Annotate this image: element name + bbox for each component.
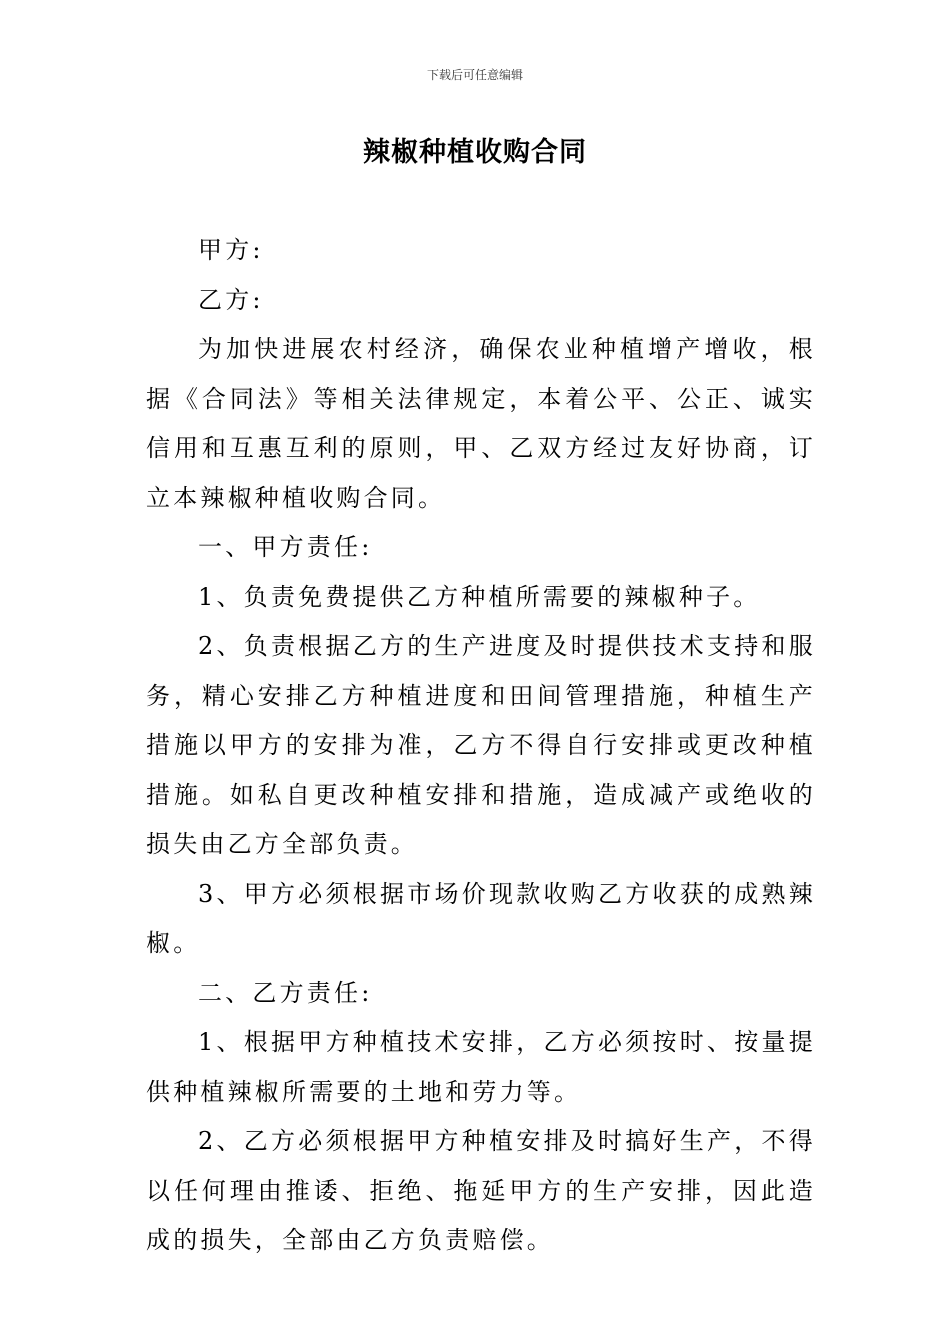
clause-b-1: 1、根据甲方种植技术安排，乙方必须按时、按量提供种植辣椒所需要的土地和劳力等。 (146, 1028, 816, 1106)
section-heading-party-a: 一、甲方责任: (198, 533, 373, 561)
party-b-line: 乙方: (198, 285, 264, 314)
clause-b-2: 2、乙方必须根据甲方种植安排及时搞好生产，不得以任何理由推诿、拒绝、拖延甲方的生产安排，因此造成的损失，全部由乙方负责赔偿。 (146, 1127, 816, 1254)
preamble-paragraph: 为加快进展农村经济，确保农业种植增产增收，根据《合同法》等相关法律规定，本着公平、公正、诚实信用和互惠互利的原则，甲、乙双方经过友好协商，订立本辣椒种植收购合同。 (146, 335, 816, 512)
document-body (146, 226, 816, 1266)
document-title: 辣椒种植收购合同 (363, 137, 587, 168)
section-heading-party-b: 二、乙方责任: (198, 978, 373, 1007)
party-a-line: 甲方: (198, 236, 264, 264)
clause-a-3: 3、甲方必须根据市场价现款收购乙方收获的成熟辣椒。 (146, 879, 816, 957)
clause-a-1: 1、负责免费提供乙方种植所需要的辣椒种子。 (198, 582, 761, 611)
header-note: 下载后可任意编辑 (426, 68, 523, 82)
clause-a-2: 2、负责根据乙方的生产进度及时提供技术支持和服务，精心安排乙方种植进度和田间管理措施，种植生产措施以甲方的安排为准，乙方不得自行安排或更改种植措施。如私自更改种植安排和措施，造成减产或绝收的损失由乙方全部负责。 (146, 632, 816, 858)
